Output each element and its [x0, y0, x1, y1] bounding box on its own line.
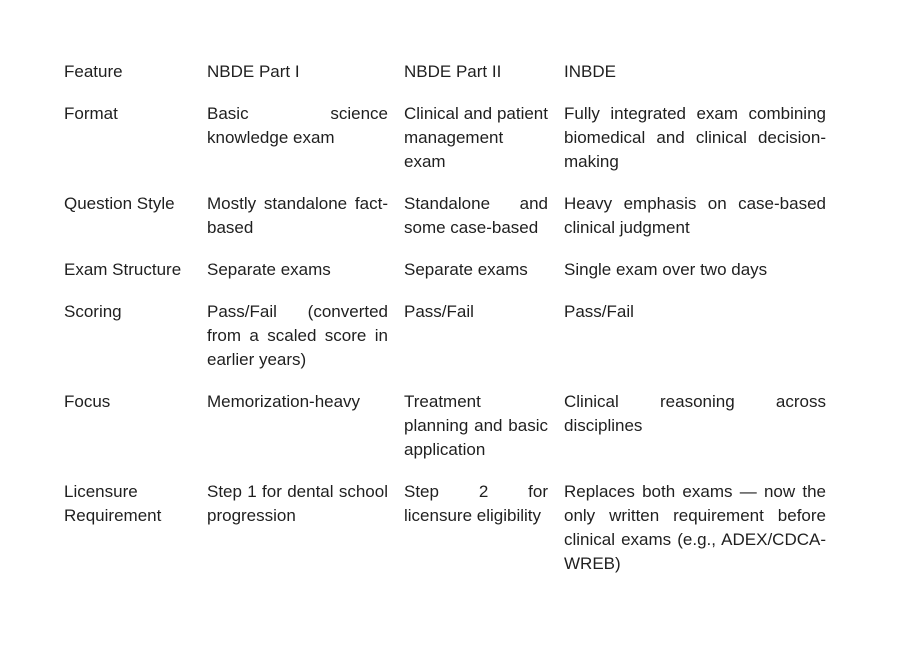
- header-inbde: INBDE: [564, 62, 616, 81]
- row-feature-cell: Licensure Requirement: [64, 482, 162, 525]
- row-part1-cell: Basic science knowledge exam: [207, 104, 388, 147]
- row-part1-cell: Separate exams: [207, 260, 331, 279]
- row-feature-cell: Format: [64, 104, 118, 123]
- row-feature-cell: Exam Structure: [64, 260, 182, 279]
- table-row: [56, 476, 834, 590]
- comparison-table: [56, 56, 834, 590]
- header-feature: Feature: [64, 62, 123, 81]
- table-row: [56, 98, 834, 188]
- table-row: [56, 188, 834, 254]
- table-header-row: [56, 56, 834, 98]
- row-inbde-cell: Fully integrated exam combining biomedical and clinical decision-making: [564, 104, 826, 171]
- row-part2-cell: Clinical and patient management exam: [404, 104, 548, 171]
- table-row: [56, 296, 834, 386]
- row-feature-cell: Question Style: [64, 194, 175, 213]
- row-part1-cell: Step 1 for dental school progression: [207, 482, 388, 525]
- table-row: [56, 254, 834, 296]
- row-part2-cell: Standalone and some case-based: [404, 194, 548, 237]
- row-part2-cell: Pass/Fail: [404, 302, 474, 321]
- row-inbde-cell: Heavy emphasis on case-based clinical judgment: [564, 194, 826, 237]
- header-nbde-part-2: NBDE Part II: [404, 62, 502, 81]
- row-inbde-cell: Replaces both exams — now the only written requirement before clinical exams (e.g., ADEX/CDCA-WREB): [564, 482, 826, 573]
- row-inbde-cell: Single exam over two days: [564, 260, 768, 279]
- row-part2-cell: Separate exams: [404, 260, 528, 279]
- row-feature-cell: Scoring: [64, 302, 122, 321]
- row-part1-cell: Mostly standalone fact-based: [207, 194, 388, 237]
- row-inbde-cell: Pass/Fail: [564, 302, 634, 321]
- header-nbde-part-1: NBDE Part I: [207, 62, 300, 81]
- row-feature-cell: Focus: [64, 392, 111, 411]
- row-part1-cell: Memorization-heavy: [207, 392, 361, 411]
- row-part1-cell: Pass/Fail (converted from a scaled score in earlier years): [207, 302, 388, 369]
- row-part2-cell: Treatment planning and basic application: [404, 392, 548, 459]
- row-inbde-cell: Clinical reasoning across disciplines: [564, 392, 826, 435]
- row-part2-cell: Step 2 for licensure eligibility: [404, 482, 548, 525]
- table-row: [56, 386, 834, 476]
